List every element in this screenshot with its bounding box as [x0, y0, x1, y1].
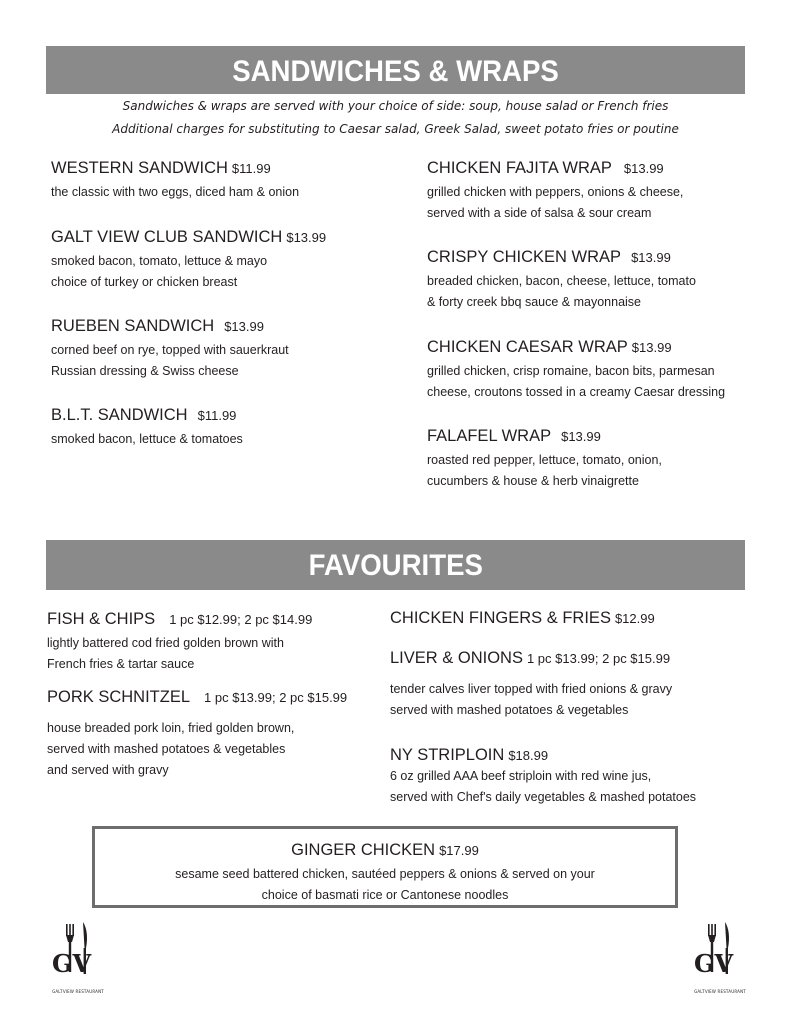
fork-knife-icon: [50, 918, 106, 994]
sandwiches-intro-line-1: Sandwiches & wraps are served with your choice of side: soup, house salad or French fries: [122, 99, 669, 113]
logo-caption: GALTVIEW RESTAURANT: [694, 989, 746, 994]
item-description: breaded chicken, bacon, cheese, lettuce, tomato: [427, 274, 696, 288]
restaurant-logo-right: [692, 918, 748, 1000]
featured-item-ginger-chicken: [92, 826, 678, 908]
menu-item-crispy-chicken-wrap: [427, 247, 696, 313]
item-name: PORK SCHNITZEL: [47, 688, 191, 706]
menu-item-pork-schnitzel: [47, 687, 347, 781]
item-description: house breaded pork loin, fried golden brown,: [47, 721, 295, 735]
item-name: FISH & CHIPS: [47, 610, 156, 628]
item-price: $13.99: [561, 429, 601, 444]
item-description: corned beef on rye, topped with sauerkraut: [51, 343, 289, 357]
menu-item-chicken-caesar-wrap: [427, 337, 725, 403]
item-name: CHICKEN CAESAR WRAP: [427, 338, 628, 356]
item-description: Russian dressing & Swiss cheese: [51, 364, 239, 378]
item-price: $13.99: [631, 250, 671, 265]
item-name: LIVER & ONIONS: [390, 649, 523, 667]
menu-item-western-sandwich: [51, 158, 299, 203]
menu-item-rueben-sandwich: [51, 316, 289, 382]
item-description: cheese, croutons tossed in a creamy Caesar dressing: [427, 385, 726, 399]
item-price: $13.99: [286, 230, 327, 245]
item-name: GALT VIEW CLUB SANDWICH: [51, 228, 283, 246]
item-price: $17.99: [439, 843, 479, 858]
item-description: tender calves liver topped with fried onions & gravy: [390, 682, 673, 696]
item-price: 1 pc $12.99; 2 pc $14.99: [169, 612, 313, 627]
item-name: B.L.T. SANDWICH: [51, 406, 188, 424]
item-description: 6 oz grilled AAA beef striploin with red wine jus,: [390, 769, 652, 783]
item-description: choice of turkey or chicken breast: [51, 275, 238, 289]
item-description: served with mashed potatoes & vegetables: [47, 742, 286, 756]
item-description: choice of basmati rice or Cantonese noodles: [261, 888, 509, 902]
item-name: CHICKEN FAJITA WRAP: [427, 159, 612, 177]
item-description: smoked bacon, tomato, lettuce & mayo: [51, 254, 268, 268]
menu-item-chicken-fingers-and-fries: [390, 608, 655, 629]
svg-text:GV: GV: [52, 949, 92, 978]
item-price: $18.99: [508, 748, 549, 763]
item-price: 1 pc $13.99; 2 pc $15.99: [526, 651, 671, 666]
item-description: lightly battered cod fried golden brown with: [47, 636, 284, 650]
item-name: GINGER CHICKEN: [291, 841, 436, 859]
item-name: CRISPY CHICKEN WRAP: [427, 248, 622, 266]
sandwiches-wraps-title: SANDWICHES & WRAPS: [232, 55, 559, 88]
menu-item-liver-and-onions: [390, 648, 672, 721]
item-price: $11.99: [197, 408, 237, 423]
item-name: NY STRIPLOIN: [390, 746, 505, 764]
item-name: RUEBEN SANDWICH: [51, 317, 215, 335]
item-name: CHICKEN FINGERS & FRIES: [390, 609, 611, 627]
item-description: served with a side of salsa & sour cream: [427, 206, 652, 220]
restaurant-logo-left: [50, 918, 106, 1000]
item-description: French fries & tartar sauce: [47, 657, 195, 671]
item-description: & forty creek bbq sauce & mayonnaise: [427, 295, 642, 309]
item-price: $13.99: [631, 340, 672, 355]
item-price: $13.99: [224, 319, 264, 334]
svg-text:GV: GV: [694, 949, 734, 978]
item-name: FALAFEL WRAP: [427, 427, 552, 445]
menu-item-falafel-wrap: [427, 426, 662, 492]
item-description: the classic with two eggs, diced ham & onion: [51, 185, 300, 199]
menu-item-ny-striploin: [390, 745, 696, 808]
item-description: cucumbers & house & herb vinaigrette: [427, 474, 639, 488]
item-description: sesame seed battered chicken, sautéed peppers & onions & served on your: [175, 867, 595, 881]
menu-item-blt-sandwich: [51, 405, 243, 450]
item-description: grilled chicken with peppers, onions & cheese,: [427, 185, 684, 199]
item-description: roasted red pepper, lettuce, tomato, onion,: [427, 453, 662, 467]
menu-item-fish-and-chips: [47, 609, 312, 675]
item-name: WESTERN SANDWICH: [51, 159, 228, 177]
sandwiches-intro-line-2: Additional charges for substituting to Caesar salad, Greek Salad, sweet potato fries or poutine: [112, 122, 679, 136]
menu-item-galt-view-club-sandwich: [51, 227, 326, 293]
fork-knife-icon: [692, 918, 748, 994]
logo-caption: GALTVIEW RESTAURANT: [52, 989, 104, 994]
item-description: served with Chef's daily vegetables & mashed potatoes: [390, 790, 697, 804]
item-price: $12.99: [614, 611, 655, 626]
item-description: served with mashed potatoes & vegetables: [390, 703, 629, 717]
item-description: grilled chicken, crisp romaine, bacon bits, parmesan: [427, 364, 715, 378]
item-price: $11.99: [231, 161, 271, 176]
sandwiches-wraps-banner: [46, 46, 745, 94]
menu-item-chicken-fajita-wrap: [427, 158, 683, 224]
item-description: smoked bacon, lettuce & tomatoes: [51, 432, 243, 446]
favourites-banner: [46, 540, 745, 590]
item-description: and served with gravy: [47, 763, 169, 777]
item-price: $13.99: [623, 161, 664, 176]
item-price: 1 pc $13.99; 2 pc $15.99: [204, 690, 348, 705]
favourites-title: FAVOURITES: [308, 549, 483, 582]
